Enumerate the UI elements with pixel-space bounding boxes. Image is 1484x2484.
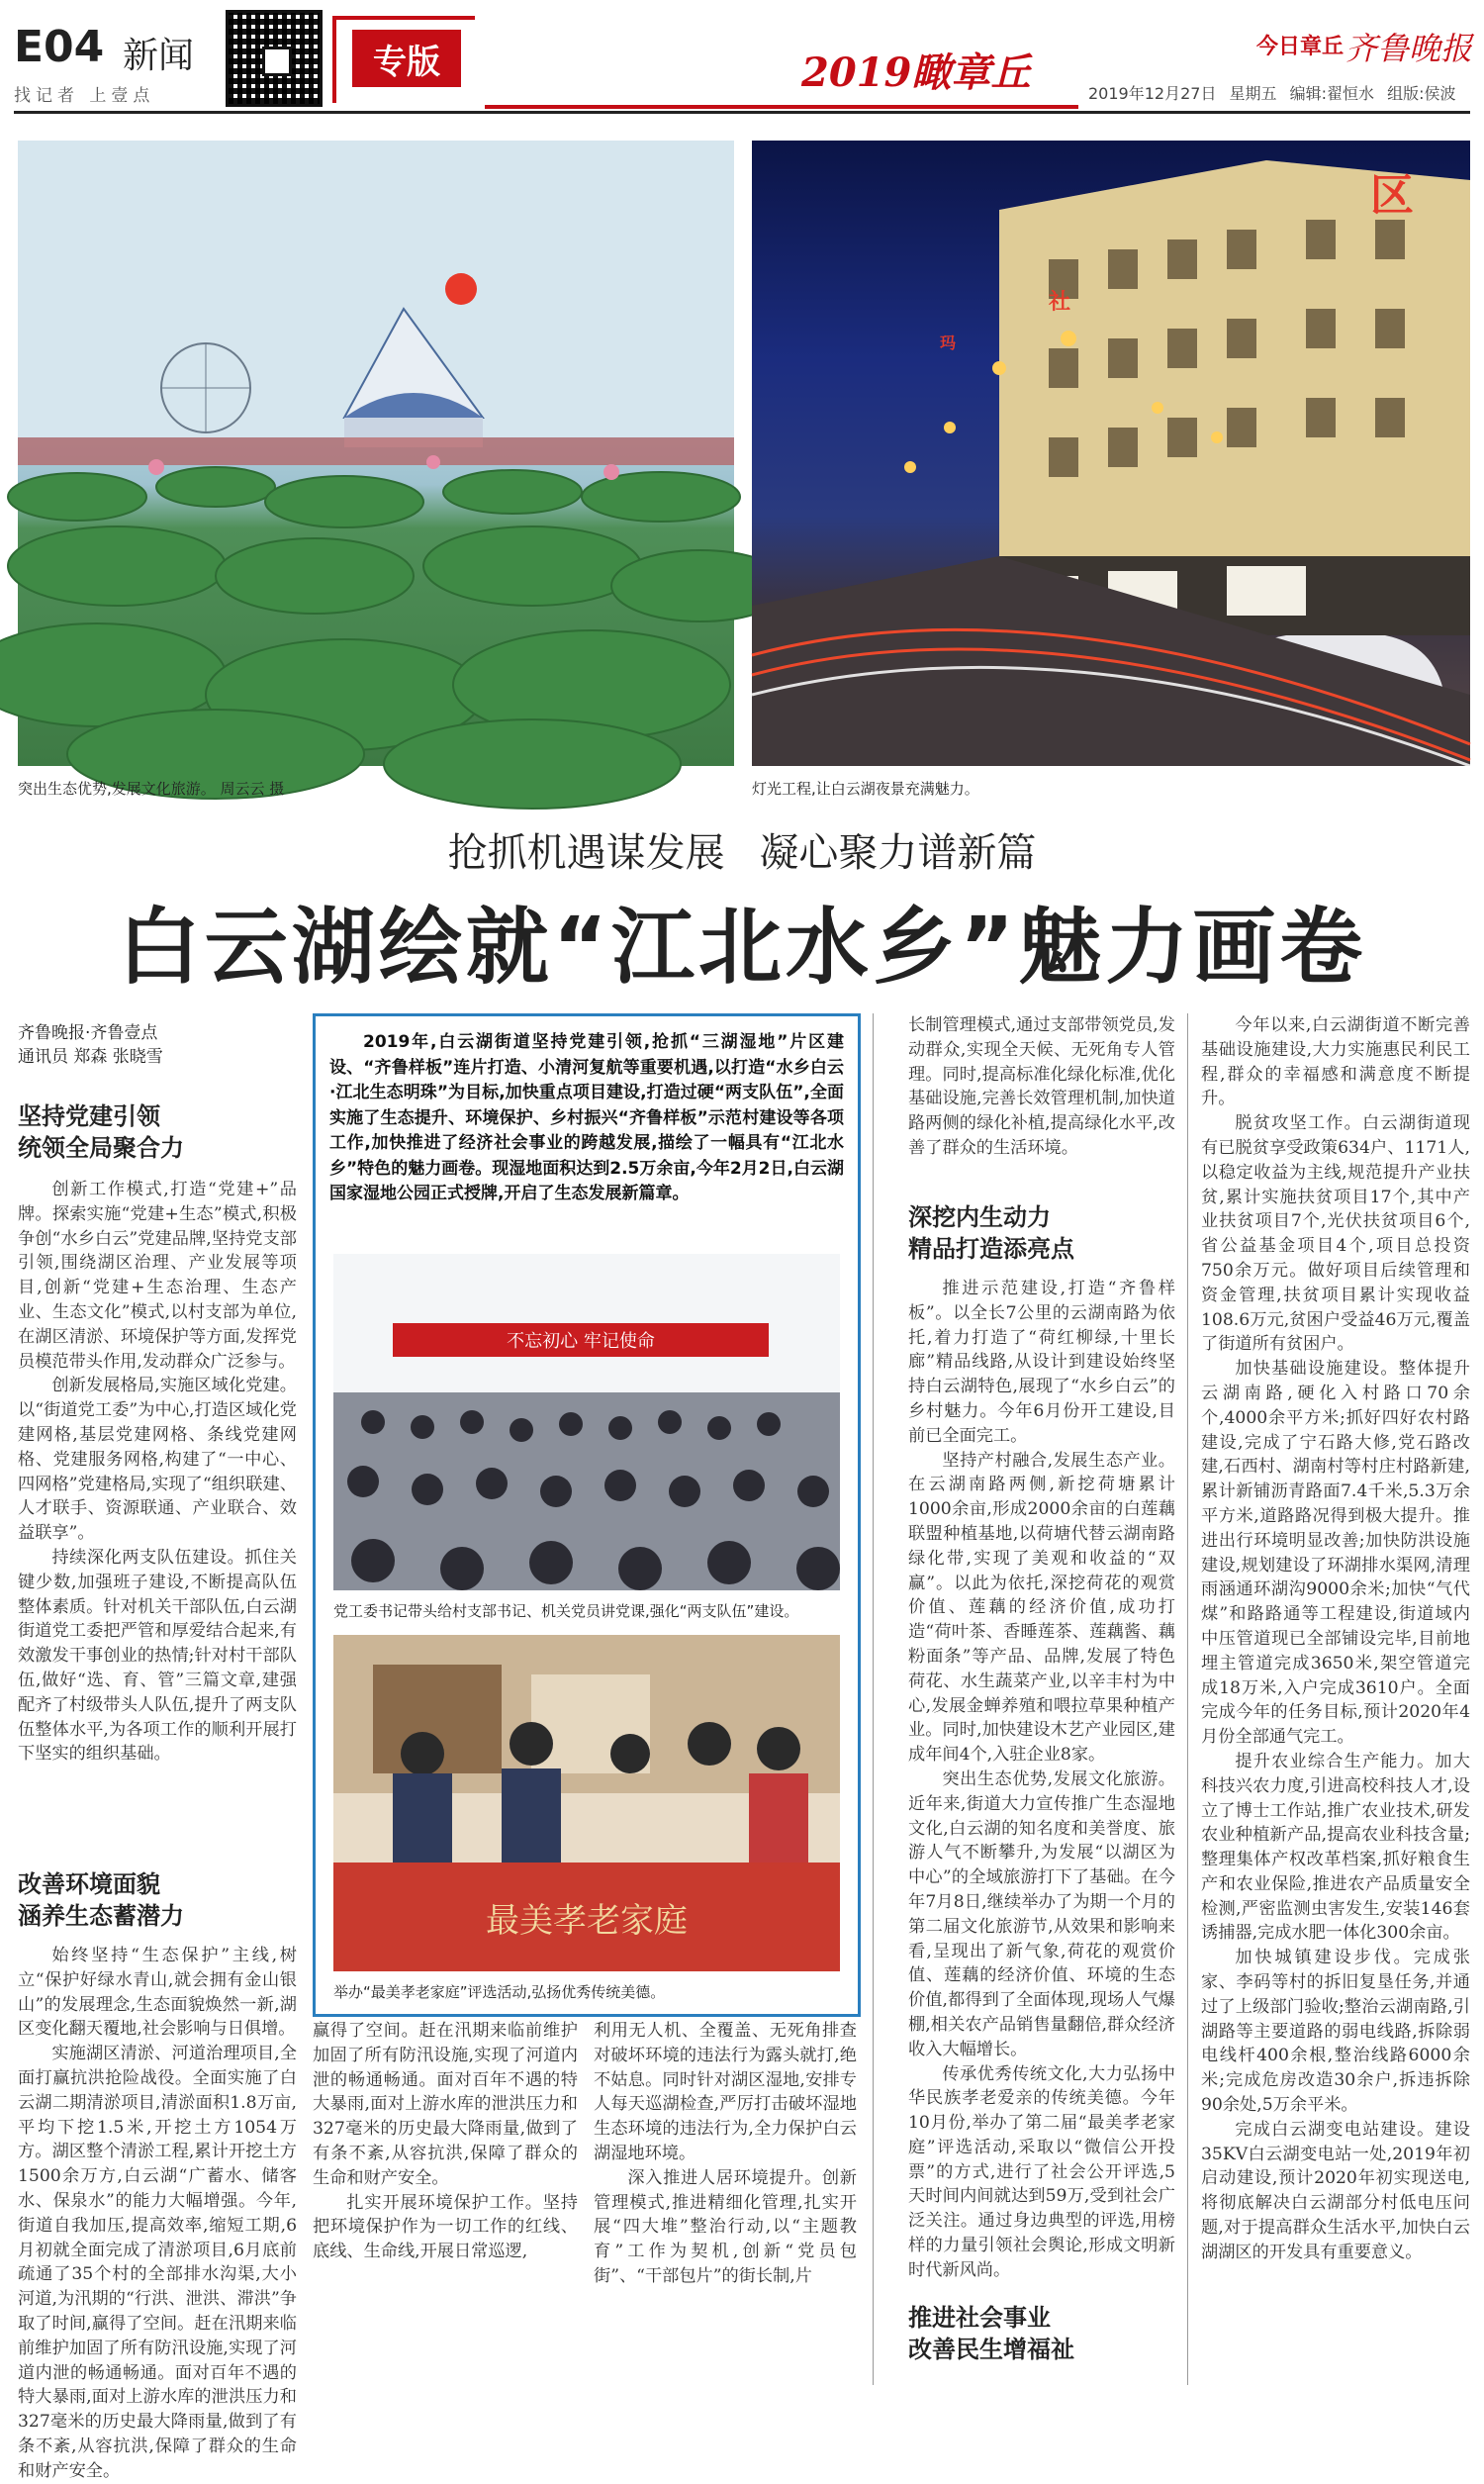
section-tag: 专版 — [352, 30, 461, 87]
family-photo-caption: 举办“最美孝老家庭”评选活动,弘扬优秀传统美德。 — [333, 1983, 666, 2001]
kicker-title: 抢抓机遇谋发展 凝心聚力谱新篇 — [447, 830, 1037, 876]
paragraph: 突出生态优势,发展文化旅游。近年来,街道大力宣传推广生态湿地文化,白云湖的知名度和美誉度、旅游人气不断攀升,为发展“以湖区为中心”的全域旅游打下了基础。在今年7月8日,继续举办了为期一个月的第二届文化旅游节,从效果和影响来看,呈现出了新气象,荷花的观赏价值、莲藕的经济价值、环境的生态价值,都得到了全面体现,现场人气爆棚,相关农产品销售量翻倍,群众经济收入大幅增长。 — [908, 1768, 1175, 2059]
header-rule — [14, 111, 1470, 114]
subhead-line: 统领全局聚合力 — [18, 1134, 184, 1162]
newspaper-logo: 齐鲁晚报 — [1345, 30, 1473, 67]
paragraph: 完成白云湖变电站建设。建设35KV白云湖变电站一处,2019年初启动建设,预计2020年初实现送电,将彻底解决白云湖部分村低电压问题,对于提高群众生活水平,加快白云湖湖区的开发具有重要意义。 — [1201, 2119, 1470, 2262]
paragraph: 提升农业综合生产能力。加大科技兴农力度,引进高校科技人才,设立了博士工作站,推广农业技术,研发农业种植新产品,提高农业科技含量;整理集体产权改革档案,抓好粮食生产和农业保险,推进农产品质量安全检测,严密监测虫害发生,安装146套诱捕器,完成水肥一体化300余亩。 — [1201, 1751, 1470, 1944]
red-banner-text: 最美孝老家庭 — [486, 1901, 688, 1941]
byline-authors: 通讯员 郑森 张晓雪 — [18, 1047, 163, 1067]
subhead-line: 涵养生态蓄潜力 — [18, 1902, 184, 1930]
family-photo[interactable] — [333, 1635, 840, 1971]
article-col1-a — [18, 1178, 297, 1861]
slogan: 找记者 上壹点 — [14, 86, 155, 106]
paragraph: 赢得了空间。赶在汛期来临前维护加固了所有防汛设施,实现了河道内泄的畅通畅通。面对百年不遇的特大暴雨,面对上游水库的泄洪压力和327毫米的历史最大降雨量,做到了有条不紊,从容抗洪,保障了群众的生命和财产安全。 — [313, 2021, 578, 2188]
paragraph: 加快基础设施建设。整体提升云湖南路,硬化入村路口70余个,4000余平方米;抓好四好农村路建设,完成了宁石路大修,党石路改建,石西村、湖南村等村庄村路新建,累计新铺沥青路面7.4千米,5.3万余平方米,道路路况得到极大提升。推进出行环境明显改善;加快防洪设施建设,规划建设了环湖排水渠网,清理雨涵通环湖沟9000余米;加快“气代煤”和路路通等工程建设,街道域内中压管道现已全部铺设完毕,目前地埋主管道完成3650米,架空管道完成18万米,入户完成3610户。全面完成今年的任务目标,预计2020年4月份全部通气完工。 — [1201, 1359, 1470, 1748]
paragraph: 深入推进人居环境提升。创新管理模式,推进精细化管理,扎实开展“四大堆”整治行动,以“主题教育”工作为契机,创新“党员包街”、“干部包片”的街长制,片 — [594, 2167, 857, 2286]
byline — [18, 1021, 295, 1069]
subhead-party — [18, 1100, 295, 1164]
subhead-line: 改善民生增福祉 — [908, 2336, 1074, 2363]
sign-char: 玛 — [940, 334, 957, 352]
article-col1-b — [18, 1944, 297, 2481]
subhead-line: 改善环境面貌 — [18, 1870, 160, 1898]
subhead-dynamics — [908, 1201, 1175, 1265]
paragraph: 长制管理模式,通过支部带领党员,发动群众,实现全天候、无死角专人管理。同时,提高标准化绿化标准,优化基础设施,完善长效管理机制,加快道路两侧的绿化补植,提高绿化水平,改善了群众的生活环境。 — [908, 1015, 1175, 1158]
paragraph: 扎实开展环境保护工作。坚持把环境保护作为一切工作的红线、底线、生命线,开展日常巡逻, — [313, 2192, 578, 2262]
paragraph: 持续深化两支队伍建设。抓住关键少数,加强班子建设,不断提高队伍整体素质。针对机关干部队伍,白云湖街道党工委把严管和厚爱结合起来,有效激发干事创业的热情;针对村干部队伍,做好“选、育、管”三篇文章,建强配齐了村级带头人队伍,提升了两支队伍整体水平,为各项工作的顺利开展打下坚实的组织基础。 — [18, 1547, 297, 1765]
qr-code-icon[interactable] — [226, 10, 323, 107]
article-col3 — [908, 1277, 1175, 2278]
subhead-line: 推进社会事业 — [908, 2304, 1051, 2332]
column-divider — [873, 1013, 874, 2385]
paragraph: 创新发展格局,实施区域化党建。以“街道党工委”为中心,打造区域化党建网格,基层党建网格、条线党建网格、党建服务网格,构建了“一中心、四网格”党建格局,实现了“组织联建、人才联手、资源联通、产业联合、效益联享”。 — [18, 1376, 297, 1544]
meeting-photo[interactable] — [333, 1254, 840, 1590]
page-number: E04 — [14, 22, 105, 72]
lead-text — [329, 1030, 844, 1207]
local-edition: 今日章丘 — [1256, 35, 1345, 59]
night-street-photo[interactable] — [752, 141, 1470, 766]
column-divider — [1187, 1013, 1188, 2385]
paragraph: 实施湖区清淤、河道治理项目,全面打赢抗洪抢险战役。全面实施了白云湖二期清淤项目,清淤面积1.8万亩,平均下挖1.5米,开挖土方1054万方。湖区整个清淤工程,累计开挖土方1500余万方,白云湖“广蓄水、储客水、保泉水”的能力大幅增强。今年,街道自我加压,提高效率,缩短工期,6月初就全面完成了清淤项目,6月底前疏通了35个村的全部排水沟渠,大小河道,为汛期的“行洪、泄洪、滞洪”争取了时间,赢得了空间。赶在汛期来临前维护加固了所有防汛设施,实现了河道内泄的畅通畅通。面对百年不遇的特大暴雨,面对上游水库的泄洪压力和327毫米的历史最大降雨量,做到了有条不紊,从容抗洪,保障了群众的生命和财产安全。 — [18, 2044, 297, 2481]
subhead-line: 精品打造添亮点 — [908, 1235, 1074, 1263]
photo-caption: 灯光工程,让白云湖夜景充满魅力。 — [752, 780, 979, 798]
section-name: 新闻 — [123, 36, 195, 76]
article-col2b-bottom — [594, 2019, 857, 2385]
paragraph: 推进示范建设,打造“齐鲁样板”。以全长7公里的云湖南路为依托,着力打造了“荷红柳绿,十里长廊”精品线路,从设计到建设始终坚持白云湖特色,展现了“水乡白云”的乡村魅力。今年6月份开工建设,目前已全面完工。 — [908, 1279, 1175, 1446]
meeting-banner-text: 不忘初心 牢记使命 — [507, 1331, 655, 1352]
main-headline: 白云湖绘就“江北水乡”魅力画卷 — [117, 899, 1367, 996]
subhead-society — [908, 2302, 1175, 2365]
paragraph: 加快城镇建设步伐。完成张家、李码等村的拆旧复垦任务,并通过了上级部门验收;整治云湖南路,引湖路等主要道路的弱电线路,拆除弱电线杆400余根,整治线路6000余米;完成危房改造30余户,拆违拆除90余处,5万余平米。 — [1201, 1948, 1470, 2116]
paragraph: 脱贫攻坚工作。白云湖街道现有已脱贫享受政策634户、1171人,以稳定收益为主线,规范提升产业扶贫,累计实施扶贫项目17个,其中产业扶贫项目7个,光伏扶贫项目6个,省公益基金项目4个,项目总投资750余万元。做好项目后续管理和资金管理,扶贫项目累计实现收益108.6万元,贫困户受益46万元,覆盖了街道所有贫困户。 — [1201, 1113, 1470, 1355]
paragraph: 利用无人机、全覆盖、无死角排查对破坏环境的违法行为露头就打,绝不姑息。同时针对湖区湿地,安排专人每天巡湖检查,严厉打击破坏湿地生态环境的违法行为,全力保护白云湖湿地环境。 — [594, 2021, 857, 2163]
lead-box — [313, 1013, 861, 2017]
meeting-photo-caption: 党工委书记带头给村支部书记、机关党员讲党课,强化“两支队伍”建设。 — [333, 1602, 799, 1620]
subhead-line: 坚持党建引领 — [18, 1102, 160, 1130]
banner-title: 2019瞰章丘 — [801, 49, 1031, 96]
issue-meta: 2019年12月27日 星期五 编辑:翟恒水 组版:侯波 — [1088, 84, 1456, 103]
paragraph: 传承优秀传统文化,大力弘扬中华民族孝老爱亲的传统美德。今年10月份,举办了第二届“最美孝老家庭”评选活动,采取以“微信公开投票”的方式,进行了社会公开评选,5天时间内间就达到59万,受到社会广泛关注。通过身边典型的评选,用榜样的力量引领社会舆论,形成文明新时代新风尚。 — [908, 2063, 1175, 2280]
lead-paragraph: 2019年,白云湖街道坚持党建引领,抢抓“三湖湿地”片区建设、“齐鲁样板”连片打造、小清河复航等重要机遇,以打造“水乡白云·江北生态明珠”为目标,加快重点项目建设,打造过硬“两支队伍”,全面实施了生态提升、环境保护、乡村振兴“齐鲁样板”示范村建设等各项工作,加快推进了经济社会事业的跨越发展,描绘了一幅具有“江北水乡”特色的魅力画卷。现湿地面积达到2.5万余亩,今年2月2日,白云湖国家湿地公园正式授牌,开启了生态发展新篇章。 — [329, 1032, 844, 1203]
sign-char: 社 — [1049, 290, 1071, 315]
lotus-photo[interactable] — [18, 141, 734, 766]
byline-source: 齐鲁晚报·齐鲁壹点 — [18, 1023, 158, 1043]
article-col2-continued — [313, 2019, 578, 2385]
article-col4 — [1201, 1013, 1470, 2385]
sign-char: 区 — [1370, 170, 1414, 221]
paragraph: 坚持产村融合,发展生态产业。在云湖南路两侧,新挖荷塘累计1000余亩,形成2000余亩的白莲藕联盟种植基地,以荷塘代替云湖南路绿化带,实现了美观和收益的“双赢”。以此为依托,深挖荷花的观赏价值、莲藕的经济价值,成功打造“荷叶茶、香睡莲茶、莲藕酱、藕粉面条”等产品、品牌,发展了特色荷花、水生蔬菜产业,以辛丰村为中心,发展金蝉养殖和喂拉草果种植产业。同时,加快建设木艺产业园区,建成年间4个,入驻企业8家。 — [908, 1450, 1175, 1766]
paragraph: 今年以来,白云湖街道不断完善基础设施建设,大力实施惠民利民工程,群众的幸福感和满意度不断提升。 — [1201, 1015, 1470, 1109]
subhead-environment — [18, 1868, 295, 1932]
paragraph: 创新工作模式,打造“党建+”品牌。探索实施“党建+生态”模式,积极争创“水乡白云”党建品牌,坚持党支部引领,围绕湖区治理、产业发展等项目,创新“党建+生态治理、生态产业、生态文化”模式,以村支部为单位,在湖区清淤、环境保护等方面,发挥党员模范带头作用,发动群众广泛参与。 — [18, 1180, 297, 1372]
subhead-line: 深挖内生动力 — [908, 1203, 1051, 1231]
photo-caption: 突出生态优势,发展文化旅游。 周云云 摄 — [18, 780, 285, 798]
article-col3-top — [908, 1013, 1175, 1180]
paragraph: 始终坚持“生态保护”主线,树立“保护好绿水青山,就会拥有金山银山”的发展理念,生态面貌焕然一新,湖区变化翻天覆地,社会影响与日俱增。 — [18, 1946, 297, 2040]
header-rule-accent — [485, 105, 1078, 109]
